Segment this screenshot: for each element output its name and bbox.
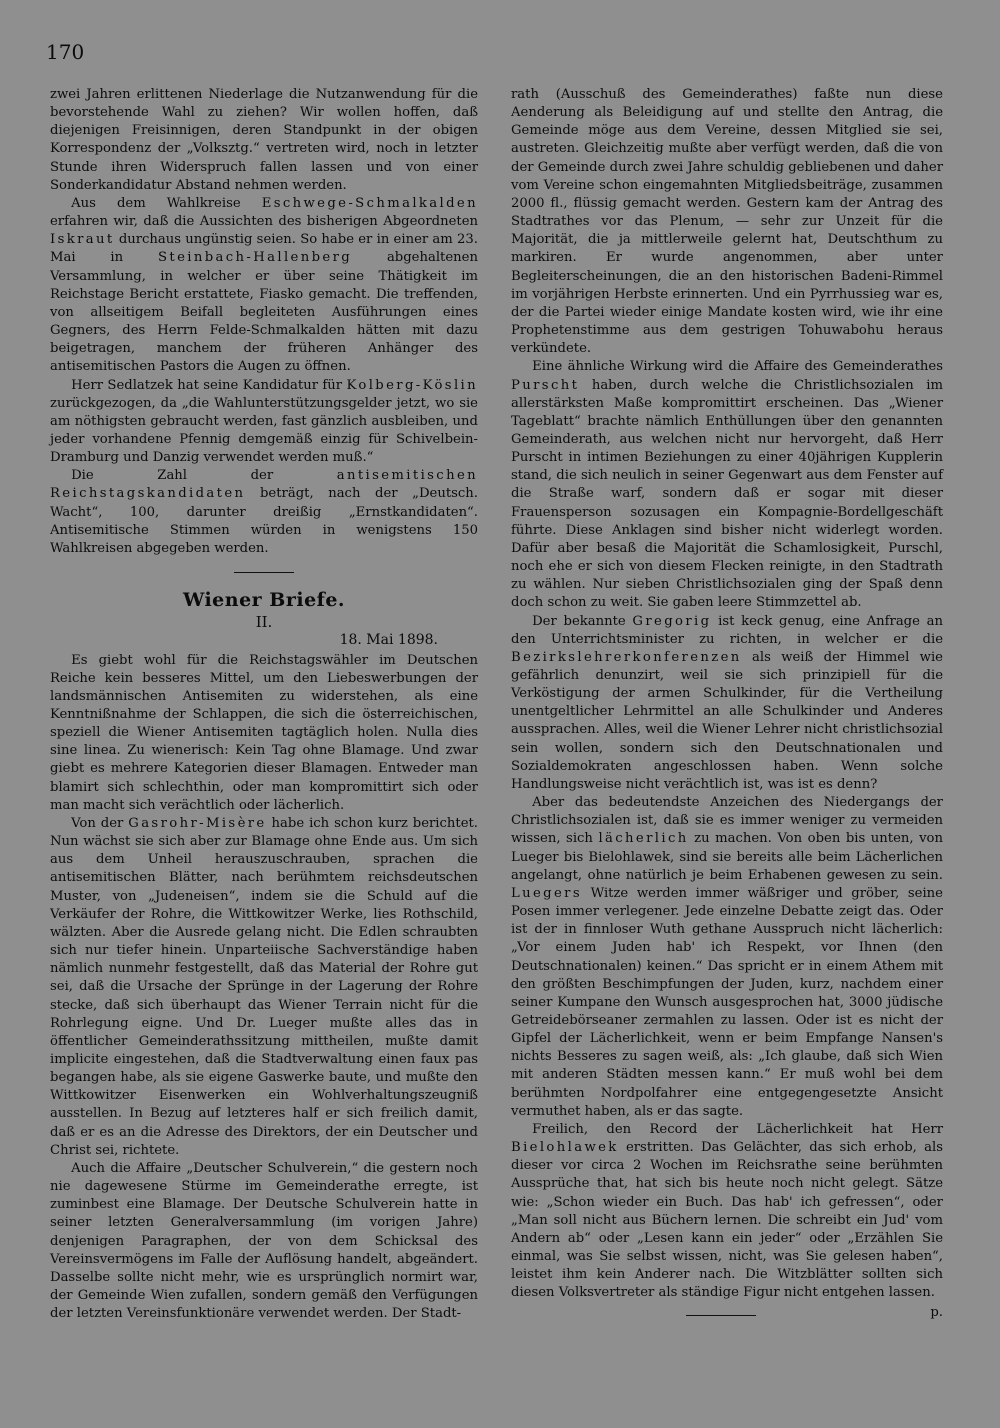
paragraph: Die Zahl der antisemitischen Reichstagskandidaten beträgt, nach der „Deutsch. Wacht“, 100, darunter dreißig „Ernstkandidaten“. Antisemitische Stimmen würden in wenigstens 150 Wahlkreisen abgegeben werden. xyxy=(50,468,478,556)
section-divider xyxy=(234,572,294,573)
paragraph: Aber das bedeutendste Anzeichen des Niedergangs der Christlichsozialen ist, daß sie es immer weniger zu vermeiden wissen, sich lächerlich zu machen. Von oben bis unten, von Lueger bis Bielohlawek, sind sie bereits alle beim Lächerlichen angelangt, ohne natürlich je beim Erhabenen gewesen zu sein. Luegers Witze werden immer wäßriger und gröber, seine Posen immer verlegener. Jede einzelne Debatte zeigt das. Oder ist der in finnloser Wuth gethane Ausspruch nicht lächerlich: „Vor einem Juden hab' ich Respekt, vor Ihnen (den Deutschnationalen) keinen.“ Das spricht er in einem Athem mit den größten Beschimpfungen der Juden, kurz, nachdem einer seiner Kumpane den Wunsch ausgesprochen hat, 3000 jüdische Getreidebörseaner zermahlen zu lassen. Oder ist es nicht der Gipfel der Lächerlichkeit, wenn er beim Empfange Nansen's nichts Besseres zu sagen weiß, als: „Ich glaube, daß sich Wien mit anderen Städten messen kann.“ Er muß wohl bei dem berühmten Nordpolfahrer eine entgegengesetzte Ansicht vermuthet haben, als er das sagte. xyxy=(511,795,943,1119)
paragraph: Freilich, den Record der Lächerlichkeit hat Herr Bielohlawek erstritten. Das Gelächter, das sich erhob, als dieser vor circa 2 Wochen im Reichsrathe seine berühmten Aussprüche that, hat sich bis heute noch nicht gelegt. Sätze wie: „Schon wieder ein Buch. Das hab' ich gefressen“, oder „Man soll nicht aus Büchern lernen. Die schreibt ein Jud' vom Andern ab“ oder „Lesen kann ein jeder“ oder „Erzählen Sie einmal, was Sie selbst wissen, nicht, was Sie gelesen haben“, leistet ihm kein Anderer nach. Die Witzblätter sollten sich diesen Volksvertreter als ständige Figur nicht entgehen lassen. xyxy=(511,1121,943,1301)
paragraph: Von der Gasrohr-Misère habe ich schon kurz berichtet. Nun wächst sie sich aber zur Blamage ohne Ende aus. Um sich aus dem Unheil herauszuschrauben, sprachen die antisemitischen Blätter, nach berühmtem reichsdeutschen Muster, von „Judeneisen“, indem sie die Schuld auf die Verkäufer der Rohre, die Wittkowitzer Werke, lies Rothschild, wälzten. Aber die Ausrede gelang nicht. Die Edlen schraubten sich nur tiefer hinein. Unparteiische Sachverständige haben nämlich nunmehr festgestellt, daß das Material der Rohre gut sei, daß die Ursache der Sprünge in der Lagerung der Rohre stecke, daß sich überhaupt das Wiener Terrain nicht für die Rohrlegung eigne. Und Dr. Lueger mußte alles das in öffentlicher Gemeinderathssitzung mittheilen, mußte damit implicite eingestehen, daß die Stadtverwaltung einen faux pas begangen habe, als sie eigene Gaswerke baute, und mußte den Wittkowitzer Eisenwerken ein Wohlverhaltungszeugniß ausstellen. In Bezug auf letzteres half er sich freilich damit, daß er es an die Adresse des Direktors, der ein Deutscher und Christ sei, richtete. xyxy=(50,815,478,1158)
signature-line xyxy=(511,1304,943,1322)
right-column xyxy=(511,86,943,1323)
page-number: 170 xyxy=(46,40,85,64)
section-numeral: II. xyxy=(255,613,273,632)
paragraph: Aus dem Wahlkreise Eschwege-Schmalkalden erfahren wir, daß die Aussichten des bisherigen Abgeordneten Iskraut durchaus ungünstig seien. So habe er in einer am 23. Mai in Steinbach-Hallenberg abgehaltenen Versammlung, in welcher er über seine Thätigkeit im Reichstage Bericht erstattete, Fiasko gemacht. Die treffenden, von allseitigem Beifall begleiteten Ausführungen eines Gegners, des Herrn Felde-Schmalkalden hätten mit dazu beigetragen, manchem der früheren Anhänger des antisemitischen Pastors die Augen zu öffnen. xyxy=(50,195,478,375)
closing-rule xyxy=(686,1315,756,1316)
left-column xyxy=(50,86,478,1323)
section-heading: Wiener Briefe. xyxy=(182,589,346,612)
paragraph: rath (Ausschuß des Gemeinderathes) faßte nun diese Aenderung als Beleidigung auf und stellte den Antrag, die Gemeinde möge aus dem Vereine, dessen Mitglied sie sei, austreten. Gleichzeitig mußte aber verfügt werden, daß die von der Gemeinde durch zwei Jahre schuldig gebliebenen und daher vom Vereine schon eingemahnten Mitgliedsbeiträge, zusammen 2000 fl., flüssig gemacht werden. Gestern kam der Antrag des Stadtrathes vor das Plenum, — sehr zur Unzeit für die Majorität, die ja mittlerweile gelernt hat, Deutschthum zu markiren. Er wurde angenommen, aber unter Begleiterscheinungen, die an den historischen Badeni-Rimmel im vorjährigen Herbste erinnerten. Und ein Pyrrhussieg war es, der die Partei wieder einige Mandate kosten wird, wie ihr eine Prophetenstimme aus dem gestrigen Tohuwabohu heraus verkündete. xyxy=(511,87,943,357)
paragraph: Eine ähnliche Wirkung wird die Affaire des Gemeinderathes Purscht haben, durch welche die Christlichsozialen im allerstärksten Maße kompromittirt erscheinen. Das „Wiener Tageblatt“ brachte nämlich Enthüllungen über den genannten Gemeinderath, aus welchen nicht nur hervorgeht, daß Herr Purscht in intimen Beziehungen zu einer 40jährigen Kupplerin stand, die sich neulich in seiner Gegenwart aus dem Fenster auf die Straße warf, sondern daß er sogar mit dieser Frauensperson sozusagen ein Kompagnie-Bordellgeschäft führte. Diese Anklagen sind bisher nicht widerlegt worden. Dafür aber besaß die Majorität die Schamlosigkeit, Purschl, noch ehe er sich von diesem Flecken reinigte, in den Stadtrath zu wählen. Nur sieben Christlichsozialen ging der Spaß denn doch schon zu weit. Sie gaben leere Stimmzettel ab. xyxy=(511,359,943,611)
paragraph: zwei Jahren erlittenen Niederlage die Nutzanwendung für die bevorstehende Wahl zu ziehen? Wir wollen hoffen, daß diejenigen Freisinnigen, deren Standpunkt in der obigen Korrespondenz der „Volksztg.“ vertreten wird, noch in letzter Stunde ihren Widerspruch fallen lassen und von einer Sonderkandidatur Abstand nehmen werden. xyxy=(50,87,478,193)
dateline: 18. Mai 1898. xyxy=(339,632,438,649)
paragraph: Es giebt wohl für die Reichstagswähler im Deutschen Reiche kein besseres Mittel, um den Liebeswerbungen der landsmännischen Antisemiten zu widerstehen, als eine Kenntnißnahme der Schlappen, die sich die österreichischen, speziell die Wiener Antisemiten tagtäglich holen. Nulla dies sine linea. Zu wienerisch: Kein Tag ohne Blamage. Und zwar giebt es mehrere Kategorien dieser Blamagen. Entweder man blamirt sich schlechthin, oder man kompromittirt sich oder man macht sich verächtlich oder lächerlich. xyxy=(50,652,478,813)
signature: p. xyxy=(930,1305,943,1321)
paragraph: Herr Sedlatzek hat seine Kandidatur für Kolberg-Köslin zurückgezogen, da „die Wahlunterstützungsgelder jetzt, wo sie am nöthigsten gebraucht werden, fast gänzlich ausbleiben, und jeder vorhandene Pfennig demgemäß einzig für Schivelbein-Dramburg und Danzig verwendet werden muß.“ xyxy=(50,377,478,466)
paragraph: Auch die Affaire „Deutscher Schulverein,“ die gestern noch nie dagewesene Stürme im Gemeinderathe erregte, ist zuminbest eine Blamage. Der Deutsche Schulverein hatte in seiner letzten Generalversammlung (im vorigen Jahre) denjenigen Paragraphen, der von dem Schicksal des Vereinsvermögens im Falle der Auflösung handelt, abgeändert. Dasselbe sollte nicht mehr, wie es ursprünglich normirt war, der Gemeinde Wien zufallen, sondern gemäß den Verfügungen der letzten Vereinsfunktionäre verwendet werden. Der Stadt- xyxy=(50,1160,478,1322)
paragraph: Der bekannte Gregorig ist keck genug, eine Anfrage an den Unterrichtsminister zu richten, in welcher er die Bezirkslehrerkonferenzen als weiß der Himmel wie gefährlich denunzirt, weil sie sich prinzipiell für die Verköstigung der armen Schulkinder, für die Vertheilung unentgeltlicher Lehrmittel an alle Schulkinder und Anderes aussprachen. Alles, weil die Wiener Lehrer nicht christlichsozial sein wollen, sondern sich den Deutschnationalen und Sozialdemokraten angeschlossen haben. Wenn solche Handlungsweise nicht verächtlich ist, was ist es denn? xyxy=(511,613,943,792)
